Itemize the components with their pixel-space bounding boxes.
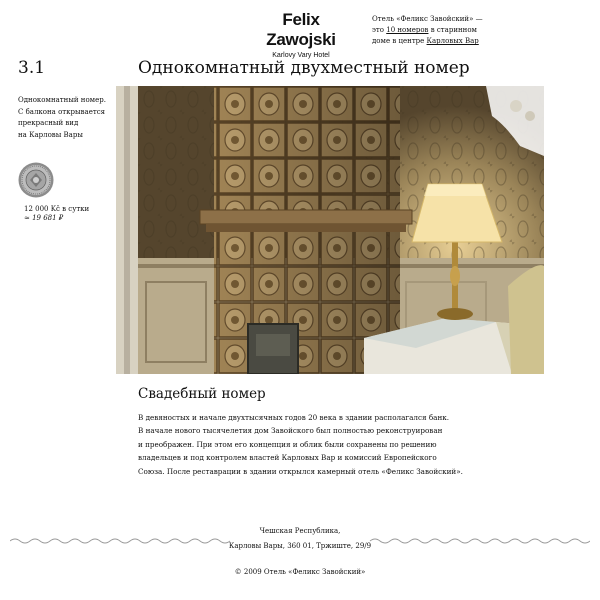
logo-subtitle: Karlovy Vary Hotel <box>272 52 330 59</box>
room-price <box>24 205 89 223</box>
price-czk-unit: Kč в сутки <box>50 205 90 213</box>
tagline-text: это <box>372 26 387 34</box>
address-line-1: Чешская Республика, <box>259 527 341 535</box>
room-description-line: прекрасный вид <box>18 119 79 127</box>
tagline-text: доме в центре <box>372 37 427 45</box>
section-body-line: В начале нового тысячелетия дом Завойского был полностью реконструирован <box>138 426 443 436</box>
section-title: Свадебный номер <box>138 386 266 402</box>
section-body-line: и преображен. При этом его концепция и облик были сохранены по решению <box>138 439 437 449</box>
tagline-text: в старинном <box>428 26 477 34</box>
seal-icon <box>18 162 54 198</box>
hotel-logo[interactable] <box>246 10 356 61</box>
room-photo <box>116 86 544 374</box>
price-czk <box>24 205 89 214</box>
tagline-line-1: Отель «Феликс Завойский» — <box>372 15 483 23</box>
section-body <box>138 411 478 478</box>
tagline-line-3 <box>372 36 492 47</box>
room-description-line: С балкона открывается <box>18 107 106 116</box>
karlovy-vary-link[interactable]: Карловых Вар <box>426 37 479 45</box>
hotel-tagline <box>372 14 492 47</box>
room-photo-illustration <box>116 86 544 374</box>
room-title: Однокомнатный двухместный номер <box>138 58 470 78</box>
price-rub: ≈ 19 681 ₽ <box>24 214 64 222</box>
section-body-line: владельцев и под контролем властей Карловых Вар и комиссий Европейского <box>138 453 437 463</box>
tagline-line-2 <box>372 25 492 36</box>
room-description-line: Однокомнатный номер. <box>18 96 106 104</box>
address-line-2: Карловы Вары, 360 01, Тржиште, 29/9 <box>228 542 372 550</box>
room-number: 3.1 <box>18 58 46 78</box>
room-description-line: на Карловы Вары <box>18 130 83 139</box>
footer-copyright: © 2009 Отель «Феликс Завойский» <box>234 568 366 576</box>
price-czk-value: 12 000 <box>24 205 49 213</box>
section-body-line: Союза. После реставрации в здании открылся камерный отель «Феликс Завойский». <box>138 466 463 476</box>
rooms-link[interactable]: 10 номеров <box>386 26 429 34</box>
room-description <box>18 95 118 141</box>
footer-address <box>0 524 600 554</box>
section-body-line: В девяностых и начале двухтысячных годов 20 века в здании располагался банк. <box>138 413 450 422</box>
logo-name: Felix Zawojski <box>266 10 336 49</box>
